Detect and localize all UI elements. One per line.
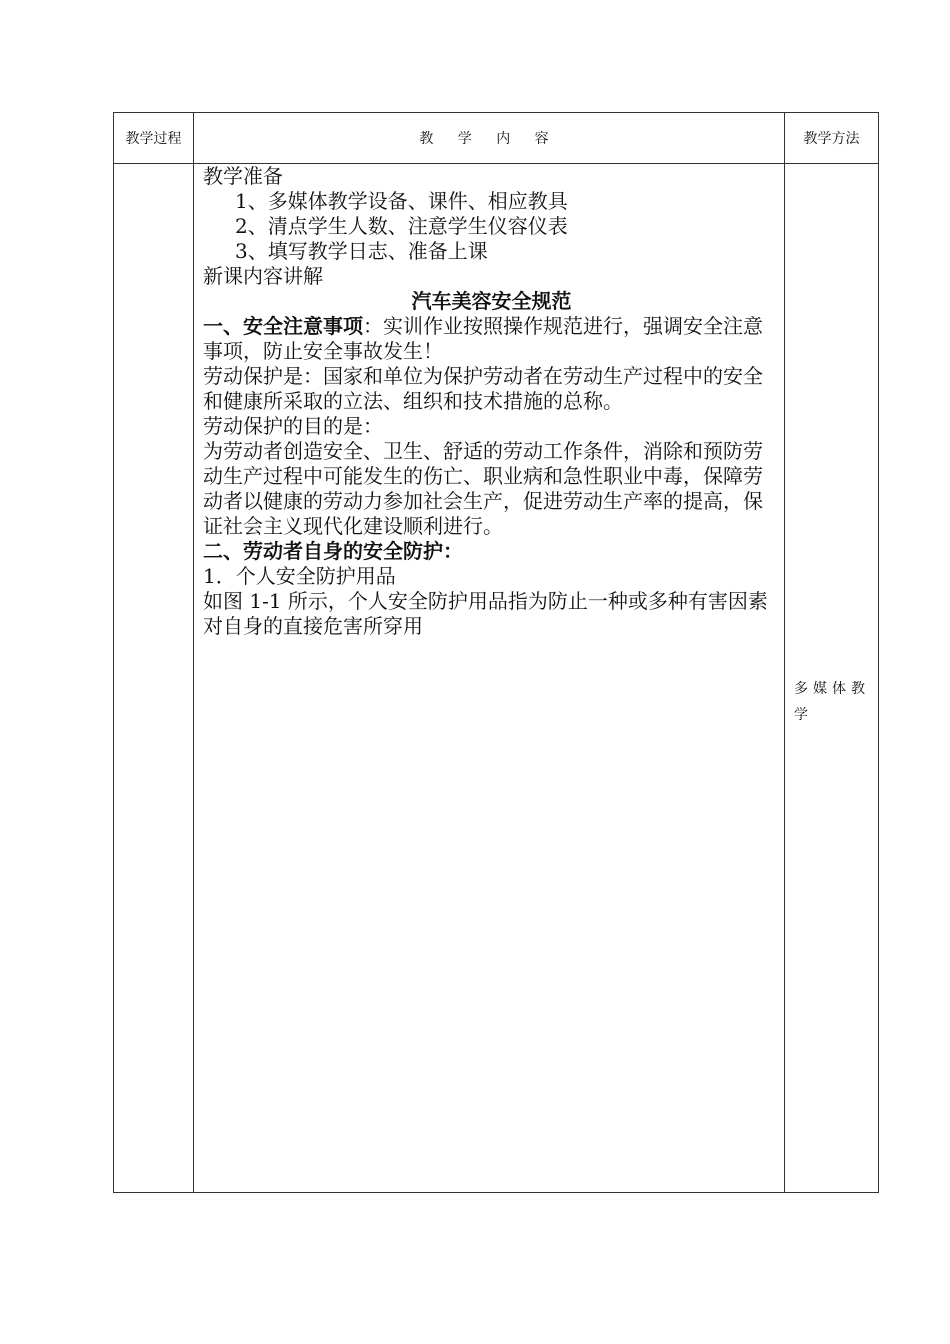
table-body-row (114, 164, 879, 1193)
content-cell (194, 164, 785, 1193)
table-header-row (114, 113, 879, 164)
lesson-plan-table (113, 112, 879, 1193)
new-lesson-label: 新课内容讲解 (203, 264, 323, 288)
header-process: 教学过程 (114, 113, 194, 164)
safety-notes-text: ：实训作业按照操作规范进行，强调安全注意事项，防止安全事故发生！ (203, 314, 763, 363)
purpose-title: 劳动保护的目的是： (203, 414, 383, 438)
ppe-item-text: 如图 1-1 所示，个人安全防护用品指为防止一种或多种有害因素对自身的直接危害所穿用 (203, 589, 768, 638)
safety-notes-paragraph (203, 314, 780, 364)
header-method: 教学方法 (785, 113, 879, 164)
prep-item: 2、清点学生人数、注意学生仪容仪表 (235, 214, 568, 238)
section-title: 汽车美容安全规范 (411, 289, 572, 313)
safety-notes-heading: 一、安全注意事项 (203, 314, 363, 338)
labor-protection-definition: 劳动保护是：国家和单位为保护劳动者在劳动生产过程中的安全和健康所采取的立法、组织和技术措施的总称。 (203, 364, 763, 413)
method-note: 多媒体教学 (794, 681, 870, 723)
method-cell (785, 164, 879, 1193)
prep-title: 教学准备 (203, 164, 283, 188)
prep-item: 3、填写教学日志、准备上课 (235, 239, 488, 263)
prep-item: 1、多媒体教学设备、课件、相应教具 (235, 189, 568, 213)
header-content: 教 学 内 容 (194, 113, 785, 164)
process-cell (114, 164, 194, 1193)
self-protection-heading: 二、劳动者自身的安全防护： (203, 539, 463, 563)
purpose-text: 为劳动者创造安全、卫生、舒适的劳动工作条件，消除和预防劳动生产过程中可能发生的伤亡、职业病和急性职业中毒，保障劳动者以健康的劳动力参加社会生产，促进劳动生产率的提高，保证社会主义现代化建设顺利进行。 (203, 439, 763, 538)
ppe-item-title: 1．个人安全防护用品 (203, 564, 396, 588)
